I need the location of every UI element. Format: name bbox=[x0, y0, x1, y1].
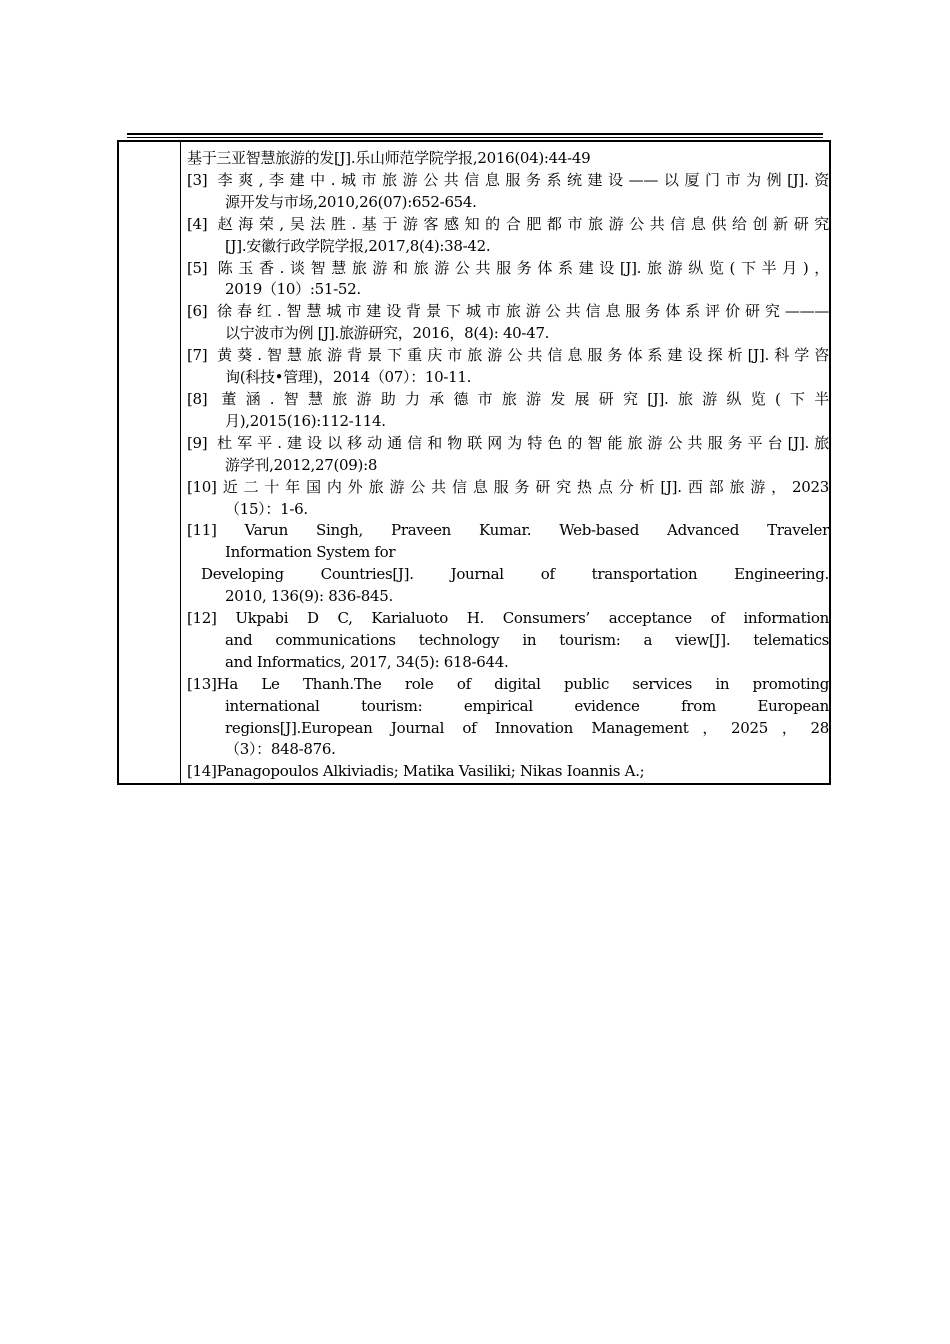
reference-line: [13]Ha Le Thanh.The role of digital public services in promoting bbox=[187, 674, 829, 693]
references-table bbox=[117, 140, 831, 785]
reference-line: 月),2015(16):112-114. bbox=[225, 411, 386, 430]
reference-line: international tourism: empirical evidence from European bbox=[225, 696, 829, 715]
references-cell bbox=[187, 148, 829, 783]
reference-line: [11] Varun Singh, Praveen Kumar. Web-based Advanced Traveler bbox=[187, 521, 829, 540]
reference-line: [3] 李爽,李建中.城市旅游公共信息服务系统建设——以厦门市为例[J].资 bbox=[187, 170, 829, 189]
reference-line: [9] 杜军平.建设以移动通信和物联网为特色的智能旅游公共服务平台[J].旅 bbox=[187, 433, 829, 452]
reference-line: Developing Countries[J]. Journal of transportation Engineering. bbox=[201, 565, 829, 584]
reference-line: 2019（10）:51-52. bbox=[225, 280, 361, 299]
table-top-rule-thin bbox=[127, 137, 823, 138]
reference-line: [4] 赵海荣,吴法胜.基于游客感知的合肥都市旅游公共信息供给创新研究 bbox=[187, 214, 829, 233]
reference-line: 2010, 136(9): 836-845. bbox=[225, 587, 393, 606]
reference-line: [7] 黄葵.智慧旅游背景下重庆市旅游公共信息服务体系建设探析[J].科学咨 bbox=[187, 346, 829, 365]
reference-line: （3）：848-876. bbox=[225, 740, 336, 759]
table-top-rule bbox=[127, 133, 823, 135]
reference-line: [14]Panagopoulos Alkiviadis; Matika Vasiliki; Nikas Ioannis A.; bbox=[187, 762, 645, 781]
reference-line: [5] 陈玉香.谈智慧旅游和旅游公共服务体系建设[J].旅游纵览(下半月)， bbox=[187, 258, 829, 277]
reference-line: （15）：1-6. bbox=[225, 499, 308, 518]
table-left-column bbox=[119, 142, 181, 783]
reference-line: [12] Ukpabi D C, Karialuoto H. Consumers’ acceptance of information bbox=[187, 609, 829, 628]
reference-line: 询(科技•管理)，2014（07）：10-11. bbox=[225, 368, 472, 387]
reference-line: [8] 董涵.智慧旅游助力承德市旅游发展研究[J].旅游纵览(下半 bbox=[187, 389, 829, 408]
reference-line: [10]近二十年国内外旅游公共信息服务研究热点分析[J].西部旅游，2023 bbox=[187, 477, 829, 496]
reference-line: 以宁波市为例 [J].旅游研究，2016，8(4): 40-47. bbox=[225, 324, 550, 343]
reference-line: Information System for bbox=[225, 543, 396, 562]
reference-line: 游学刊,2012,27(09):8 bbox=[225, 455, 378, 474]
reference-line: 源开发与市场,2010,26(07):652-654. bbox=[225, 192, 477, 211]
reference-line: [J].安徽行政学院学报,2017,8(4):38-42. bbox=[225, 236, 491, 255]
reference-line: and communications technology in tourism: a view[J]. telematics bbox=[225, 630, 829, 649]
reference-line: [6] 徐春红.智慧城市建设背景下城市旅游公共信息服务体系评价研究——— bbox=[187, 302, 829, 321]
reference-line: and Informatics, 2017, 34(5): 618-644. bbox=[225, 652, 509, 671]
reference-line: regions[J].European Journal of Innovation Management，2025，28 bbox=[225, 718, 829, 737]
reference-line: 基于三亚智慧旅游的发[J].乐山师范学院学报,2016(04):44-49 bbox=[187, 149, 591, 167]
